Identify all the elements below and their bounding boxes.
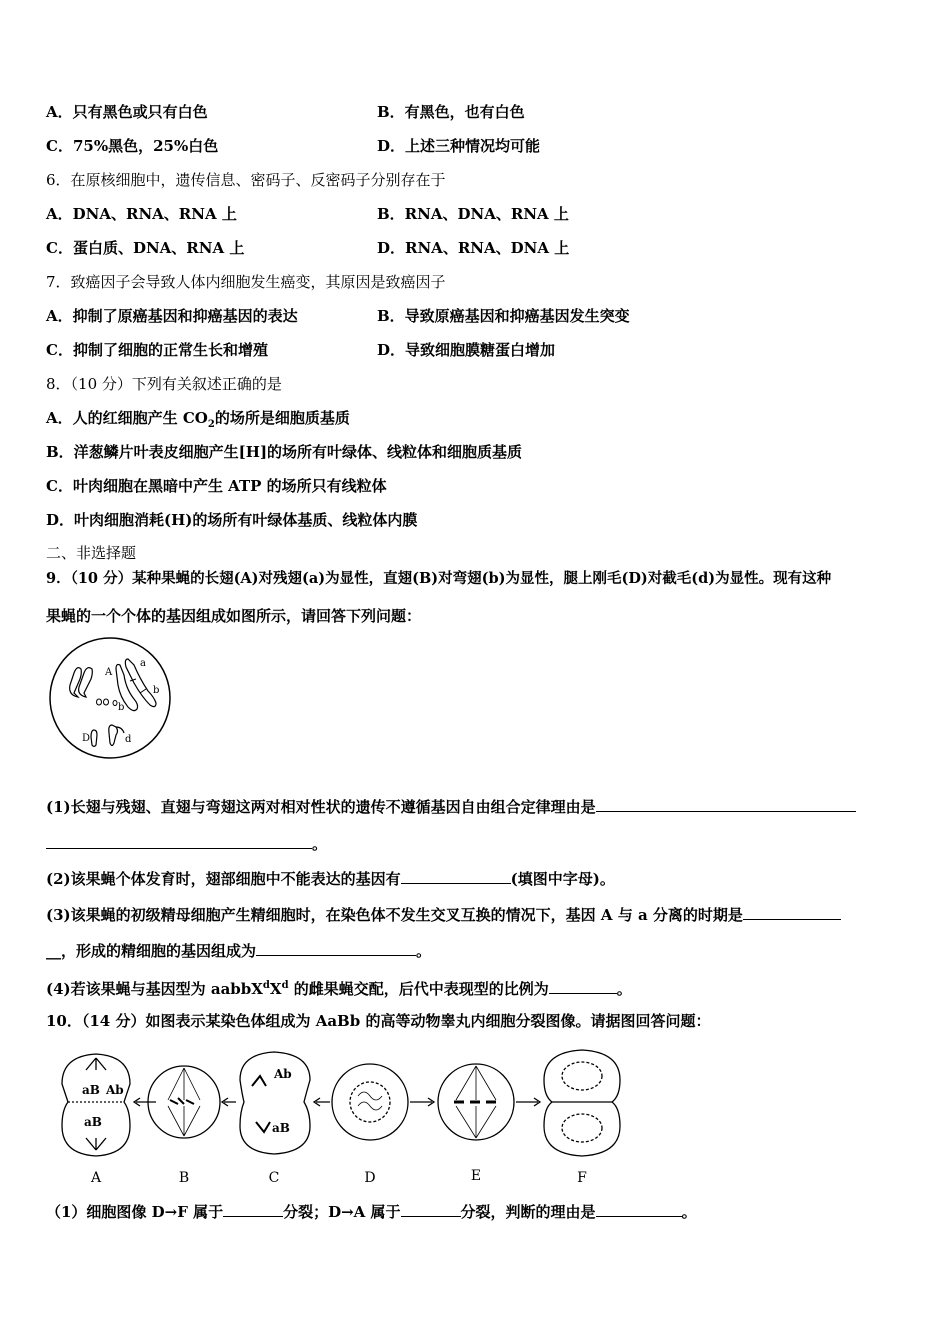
q9-part1-blank-2 [46, 834, 312, 849]
q9-part3-blank [743, 905, 841, 920]
cell-F-nucleus-bottom [562, 1114, 602, 1142]
arrow-D-to-E [410, 1098, 434, 1106]
band-2 [140, 689, 146, 693]
arrow-B-to-A [134, 1098, 156, 1106]
q7-stem: 7．致癌因子会导致人体内细胞发生癌变，其原因是致癌因子 [46, 273, 446, 291]
q9-part1-end: 。 [312, 835, 328, 853]
q9-part4-sup1: d [262, 980, 270, 991]
q9-part3b-post: 。 [416, 942, 432, 960]
q9-part2-post: (填图中字母)。 [510, 870, 615, 888]
q8-option-b: B．洋葱鳞片叶表皮细胞产生[H]的场所有叶绿体、线粒体和细胞质基质 [46, 443, 523, 461]
q10-part1-b: 分裂；D→A 属于 [283, 1203, 401, 1221]
q9-part4 [46, 976, 632, 999]
q9-part1 [46, 797, 856, 817]
cell-division-diagram [46, 1040, 636, 1190]
q7-option-a: A．抑制了原癌基因和抑癌基因的表达 [46, 307, 298, 325]
q5-option-c: C．75%黑色，25%白色 [46, 137, 219, 155]
cell-B-chromosomes [170, 1098, 194, 1104]
q9-part2-pre: (2)该果蝇个体发育时，翅部细胞中不能表达的基因有 [46, 870, 401, 888]
cell-A-text-2: Ab [106, 1083, 124, 1097]
q9-part4-post: 的雌果蝇交配，后代中表现型的比例为 [288, 980, 549, 998]
q8-option-d: D．叶肉细胞消耗(H)的场所有叶绿体基质、线粒体内膜 [46, 511, 418, 529]
q5-option-a: A．只有黑色或只有白色 [46, 103, 208, 121]
q8-option-c: C．叶肉细胞在黑暗中产生 ATP 的场所只有线粒体 [46, 477, 387, 495]
chromosome-D [91, 730, 97, 747]
arrow-D-to-C [314, 1098, 330, 1106]
q9-part4-end: 。 [616, 980, 632, 998]
q7-option-d: D．导致细胞膜糖蛋白增加 [377, 341, 556, 359]
q9-part2-blank [401, 869, 511, 884]
chromosome-diagram [44, 635, 176, 761]
q9-part1-cont [46, 834, 327, 854]
cell-A-text-3: aB [84, 1115, 102, 1129]
q6-option-a: A．DNA、RNA、RNA 上 [46, 205, 237, 223]
small-chromosome-1 [97, 699, 102, 705]
q9-stem-line1: 9．（10 分）某种果蝇的长翅(A)对残翅(a)为显性，直翅(B)对弯翅(b)为显性，腿上刚毛(D)对截毛(d)为显性。现有这种 [46, 570, 832, 587]
q9-part3-pre: (3)该果蝇的初级精母细胞产生精细胞时，在染色体不发生交叉互换的情况下，基因 A 与 a 分离的时期是 [46, 906, 743, 924]
q5-option-d: D．上述三种情况均可能 [377, 137, 541, 155]
q8-option-a-sub: 2 [207, 419, 215, 430]
cell-label-A: A [90, 1170, 102, 1186]
q10-part1-d: 。 [681, 1203, 697, 1221]
cell-D-nucleus [350, 1082, 390, 1122]
fig-label-D: D [82, 733, 91, 744]
q6-option-b: B．RNA、DNA、RNA 上 [377, 205, 569, 223]
q10-part1-blank-3 [596, 1202, 682, 1217]
q10-part1-blank-2 [401, 1202, 461, 1217]
fig-label-A: A [105, 667, 113, 678]
q10-part1-a: （1）细胞图像 D→F 属于 [46, 1203, 224, 1221]
cell-label-B: B [178, 1170, 190, 1186]
cell-A-spindle-top [86, 1058, 106, 1070]
q9-part1-text: (1)长翅与残翅、直翅与弯翅这两对相对性状的遗传不遵循基因自由组合定律理由是 [46, 798, 596, 816]
q8-stem: 8．（10 分）下列有关叙述正确的是 [46, 375, 282, 393]
q9-part4-blank [549, 979, 617, 994]
cell-D-chromatin [358, 1092, 382, 1110]
arrow-C-to-B [222, 1098, 236, 1106]
arrow-E-to-F [516, 1098, 540, 1106]
q9-part2 [46, 869, 615, 889]
q9-part3b-pre: __，形成的精细胞的基因组成为 [46, 942, 257, 960]
q7-option-c: C．抑制了细胞的正常生长和增殖 [46, 341, 268, 359]
fig-label-b2: b [118, 702, 125, 713]
cell-A-spindle-bottom [86, 1138, 106, 1150]
q7-option-b: B．导致原癌基因和抑癌基因发生突变 [377, 307, 630, 325]
cell-A-text-1: aB [82, 1083, 100, 1097]
q10-part1 [46, 1202, 697, 1222]
fig-label-d: d [125, 734, 132, 745]
q6-stem: 6．在原核细胞中，遗传信息、密码子、反密码子分别存在于 [46, 171, 446, 189]
q9-part1-blank [596, 797, 856, 812]
cell-C-chromosomes [252, 1076, 270, 1132]
q9-stem-line2: 果蝇的一个个体的基因组成如图所示，请回答下列问题： [46, 607, 422, 625]
q8-option-a-post: 的场所是细胞质基质 [214, 409, 350, 427]
q6-option-c: C．蛋白质、DNA、RNA 上 [46, 239, 245, 257]
cell-F-nucleus-top [562, 1062, 602, 1090]
section-heading: 二、非选择题 [46, 544, 137, 562]
cell-label-D: D [364, 1170, 376, 1186]
fig-label-b1: b [153, 685, 160, 696]
q9-part3 [46, 905, 841, 925]
q10-part1-c: 分裂，判断的理由是 [460, 1203, 596, 1221]
q9-part3b-blank [256, 941, 416, 956]
q8-option-a-pre: A．人的红细胞产生 CO [46, 409, 208, 427]
cell-F-outline [544, 1050, 620, 1156]
small-chromosome-3 [113, 701, 117, 706]
fig-label-a: a [140, 658, 146, 669]
q9-part3-cont [46, 941, 431, 961]
q9-part4-mid: X [269, 980, 282, 998]
cell-C-text-1: Ab [274, 1067, 292, 1081]
cell-D-outline [332, 1064, 408, 1140]
chromosome-left-2 [79, 668, 93, 697]
q8-option-a [46, 408, 350, 435]
q5-option-b: B．有黑色，也有白色 [377, 103, 525, 121]
q10-part1-blank-1 [223, 1202, 283, 1217]
cell-label-C: C [268, 1170, 280, 1186]
cell-label-F: F [577, 1170, 587, 1186]
cell-C-text-2: aB [272, 1121, 290, 1135]
small-chromosome-2 [104, 699, 109, 705]
q9-part4-pre: (4)若该果蝇与基因型为 aabbX [46, 980, 263, 998]
q9-part4-sup2: d [281, 980, 289, 991]
chromosome-d [109, 725, 118, 746]
q6-option-d: D．RNA、RNA、DNA 上 [377, 239, 570, 257]
cell-label-E: E [470, 1168, 482, 1184]
q10-stem: 10．（14 分）如图表示某染色体组成为 AaBb 的高等动物睾丸内细胞分裂图像。请据图回答问题： [46, 1012, 711, 1030]
